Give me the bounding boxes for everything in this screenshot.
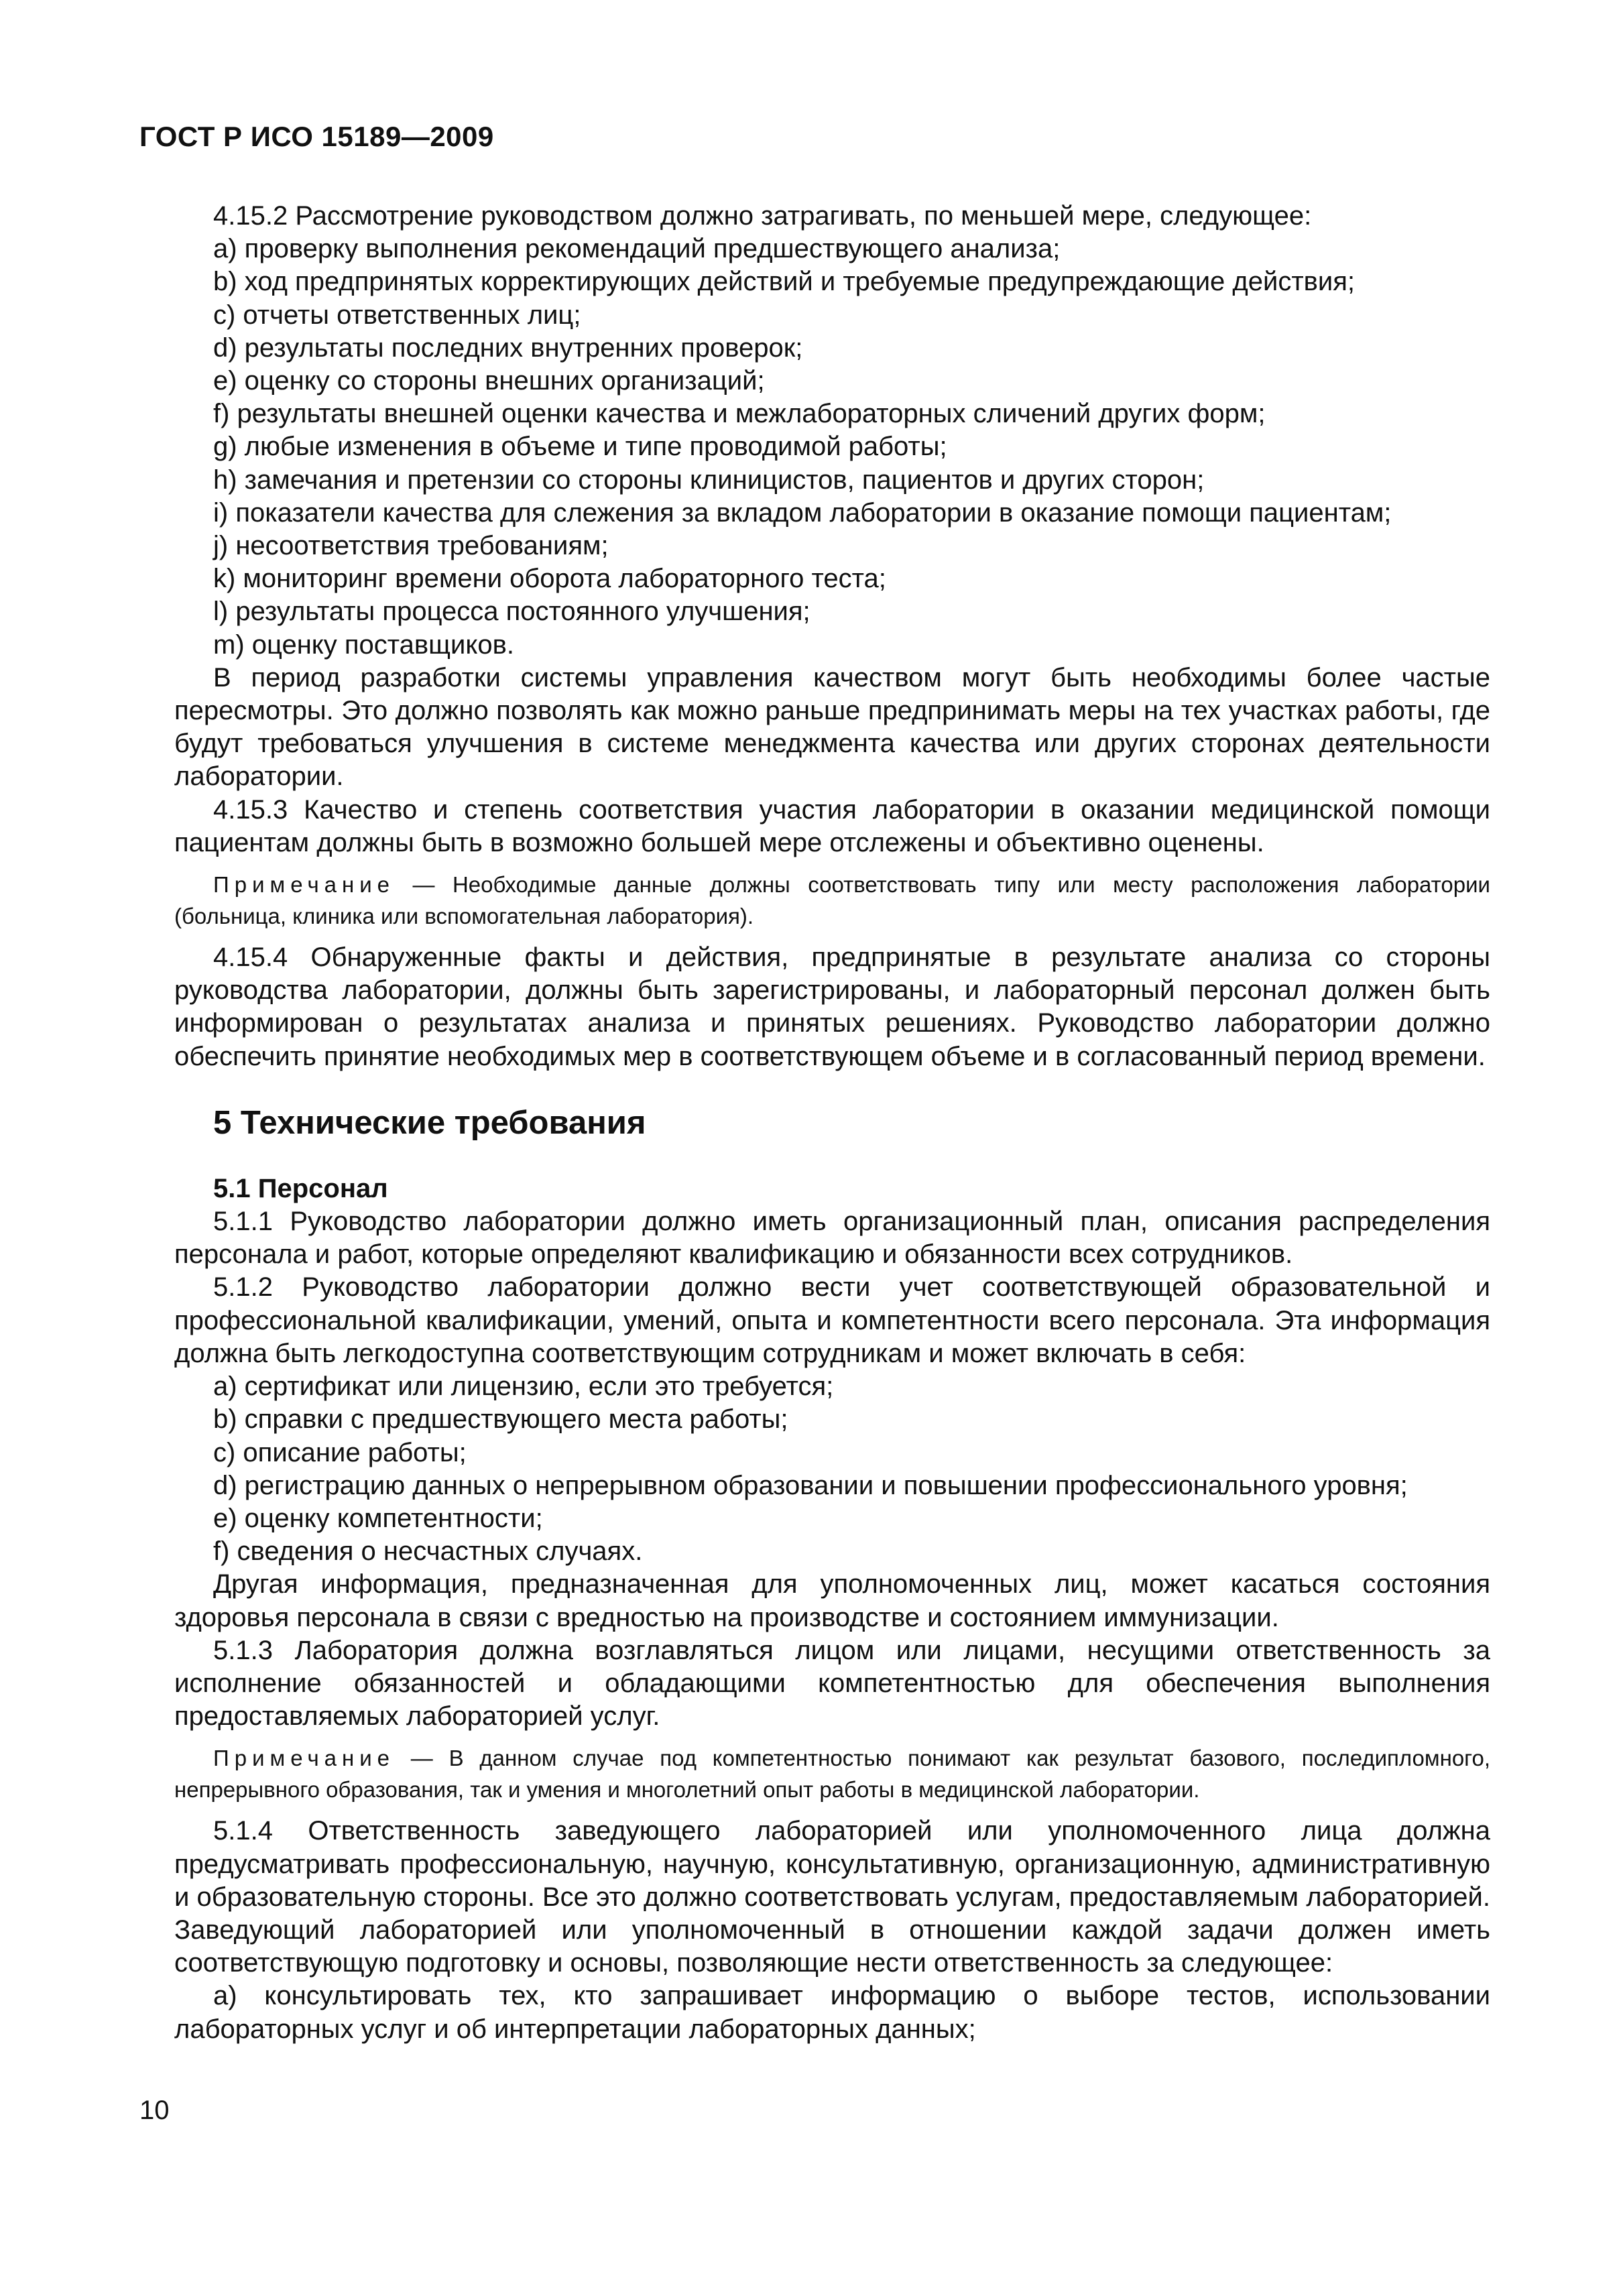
document-body [174,200,1490,2046]
paragraph: 4.15.4 Обнаруженные факты и действия, предпринятые в результате анализа со стороны руководства лаборатории, должны быть зарегистрированы, и лабораторный персонал должен быть информирован о результатах анализа и принятых решениях. Руководство лаборатории должно обеспечить принятие необходимых мер в соответствующем объеме и в согласованный период времени. [174,943,1490,1071]
note-label: Примечание [213,872,396,898]
document-header: ГОСТ Р ИСО 15189—2009 [139,121,494,152]
paragraph: 5.1.4 Ответственность заведующего лабораторией или уполномоченного лица должна предусматривать профессиональную, научную, консультативную, организационную, административную и образовательную стороны. Все это должно соответствовать услугам, предоставляемым лабораторией. Заведующий лабораторией или уполномоченный в отношении каждой задачи должен иметь соответствующую подготовку и основы, позволяющие нести ответственность за следующее: [174,1816,1490,1978]
page-number: 10 [139,2096,170,2125]
list-item: b) ход предпринятых корректирующих действий и требуемые предупреждающие действия; [213,267,1356,297]
paragraph: 4.15.2 Рассмотрение руководством должно затрагивать, по меньшей мере, следующее: [213,201,1312,231]
note [174,1742,1490,1805]
list-item: a) проверку выполнения рекомендаций предшествующего анализа; [213,234,1061,264]
list-item: c) отчеты ответственных лиц; [213,300,581,330]
paragraph: a) консультировать тех, кто запрашивает информацию о выборе тестов, использовании лабораторных услуг и об интерпретации лабораторных данных; [174,1981,1490,2044]
list-item: e) оценку компетентности; [213,1503,543,1533]
paragraph: 5.1.3 Лаборатория должна возглавляться лицом или лицами, несущими ответственность за исполнение обязанностей и обладающими компетентностью для обеспечения выполнения предоставляемых лабораторией услуг. [174,1635,1490,1732]
list-item: j) несоответствия требованиям; [213,531,609,561]
subsection-title: 5.1 Персонал [213,1173,388,1203]
paragraph: Другая информация, предназначенная для уполномоченных лиц, может касаться состояния здоровья персонала в связи с вредностью на производстве и состоянием иммунизации. [174,1569,1490,1632]
paragraph: 5.1.1 Руководство лаборатории должно иметь организационный план, описания распределения персонала и работ, которые определяют квалификацию и обязанности всех сотрудников. [174,1207,1490,1270]
list-item: h) замечания и претензии со стороны клиницистов, пациентов и других сторон; [213,465,1205,495]
list-item: a) сертификат или лицензию, если это требуется; [213,1372,834,1402]
list-item: m) оценку поставщиков. [213,629,514,660]
paragraph: В период разработки системы управления качеством могут быть необходимы более частые пересмотры. Это должно позволять как можно раньше предпринимать меры на тех участках работы, где будут требоваться улучшения в системе менеджмента качества или других сторонах деятельности лаборатории. [174,662,1490,792]
list-item: g) любые изменения в объеме и типе проводимой работы; [213,432,947,462]
list-item: f) результаты внешней оценки качества и межлабораторных сличений других форм; [213,399,1266,429]
list-item: c) описание работы; [213,1437,467,1467]
note-text: — Необходимые данные должны соответствовать типу или месту расположения лаборатории (больница, клиника или вспомогательная лаборатория). [174,872,1490,929]
list-item: e) оценку со стороны внешних организаций; [213,366,765,396]
list-item: l) результаты процесса постоянного улучшения; [213,597,810,627]
note [174,869,1490,932]
section-title: 5 Технические требования [213,1104,646,1141]
paragraph: 4.15.3 Качество и степень соответствия участия лаборатории в оказании медицинской помощи пациентам должны быть в возможно большей мере отслежены и объективно оценены. [174,794,1490,857]
list-item: f) сведения о несчастных случаях. [213,1536,643,1567]
note-label: Примечание [213,1746,396,1771]
paragraph: 5.1.2 Руководство лаборатории должно вести учет соответствующей образовательной и профессиональной квалификации, умений, опыта и компетентности всего персонала. Эта информация должна быть легкодоступна соответствующим сотрудникам и может включать в себя: [174,1272,1490,1368]
list-item: d) результаты последних внутренних проверок; [213,333,803,363]
list-item: k) мониторинг времени оборота лабораторного теста; [213,564,886,594]
note-text: — В данном случае под компетентностью понимают как результат базового, последипломного, непрерывного образования, так и умения и многолетний опыт работы в медицинской лаборатории. [174,1746,1490,1803]
list-item: b) справки с предшествующего места работы; [213,1404,788,1435]
list-item: d) регистрацию данных о непрерывном образовании и повышении профессионального уровня; [213,1470,1408,1500]
list-item: i) показатели качества для слежения за вкладом лаборатории в оказание помощи пациентам; [213,497,1392,528]
